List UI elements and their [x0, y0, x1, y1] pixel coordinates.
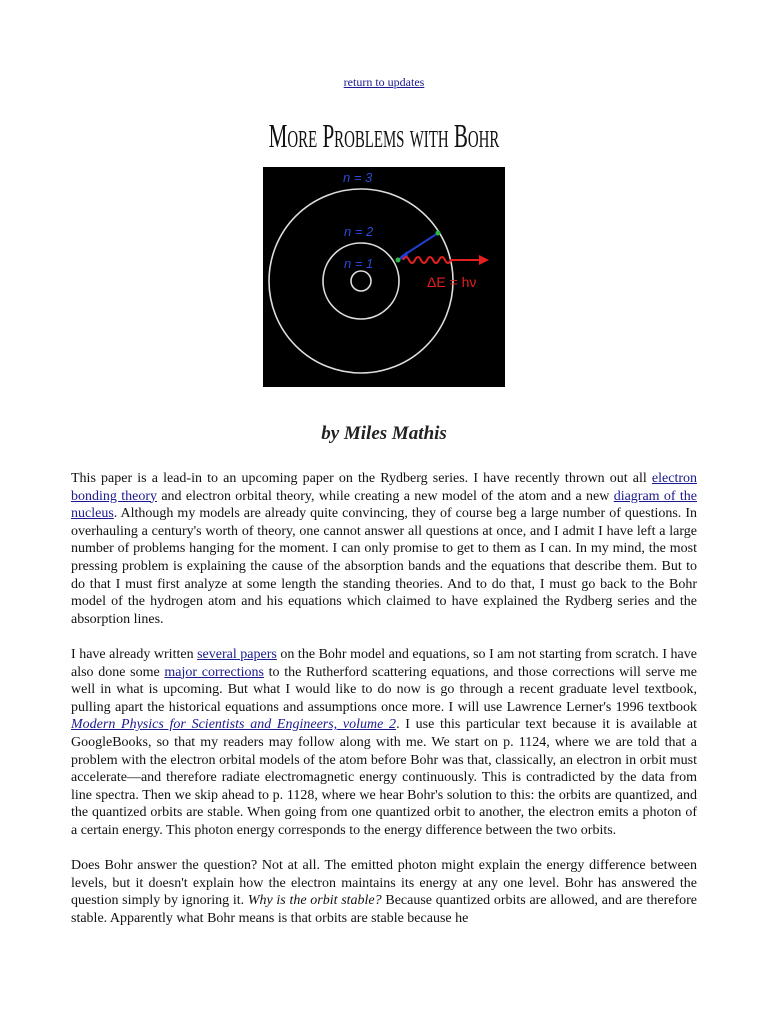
text-run: I have already written [71, 646, 198, 662]
emphasis-text: Why is the orbit stable? [247, 893, 382, 909]
label-energy: ΔE = hν [427, 274, 477, 290]
inline-link[interactable]: diagram of the nucleus [71, 488, 697, 522]
text-run: . I use this particular text because it is available at GoogleBooks, so that my readers may follow along with me. We start on p. 1124, where we are told that a problem with the electron orbital models of the atom before Bohr was that, classically, an electron in orbit must accelerate—and therefore radiate electromagnetic energy continuously. This is contradicted by the data from line spectra. Then we skip ahead to p. 1128, where we hear Bohr's solution to this: the orbits are quantized, and the quantized orbits are stable. When going from one quantized orbit to another, the electron emits a photon of a certain energy. This photon energy corresponds to the energy difference between the two orbits. [71, 717, 697, 838]
label-n1: n = 1 [344, 256, 374, 271]
inline-link[interactable]: electron bonding theory [71, 471, 697, 504]
text-run: and electron orbital theory, while creating a new model of the atom and a new [157, 488, 614, 504]
text-run: Does Bohr answer the question? Not at all. The emitted photon might explain the energy difference between levels, but it doesn't explain how the electron maintains its energy at any one level. Bohr has answered the question simply by ignoring it. [71, 858, 697, 909]
page-title: More Problems with Bohr [268, 118, 500, 155]
inline-link[interactable]: several papers [197, 646, 277, 662]
text-run: Because quantized orbits are allowed, and are therefore stable. Apparently what Bohr means is that orbits are stable because he [71, 893, 697, 926]
text-run: . Although my models are already quite convincing, they of course beg a large number of questions. In overhauling a century's worth of theory, one cannot answer all questions at once, and I admit I have left a large number of problems hanging for the moment. I can only promise to get to them as I can. In my mind, the most pressing problem is explaining the cause of the absorption bands and the equations that describe them. But to do that I must first analyze at some length the standing theories. And to do that, I must go back to the Bohr model of the hydrogen atom and his equations which claimed to have explained the Rydberg series and the absorption lines. [71, 506, 697, 627]
bohr-atom-diagram [263, 167, 505, 387]
inline-link[interactable]: major corrections [164, 664, 264, 680]
label-n3: n = 3 [343, 170, 373, 185]
paragraph-3 [71, 857, 697, 927]
inline-link[interactable]: Modern Physics for Scientists and Engineers, volume 2 [71, 717, 397, 733]
text-run: to the Rutherford scattering equations, and those corrections will serve me well in what is upcoming. But what I would like to do now is go through a recent graduate level textbook, pulling apart the historical equations and assumptions once more. I will use Lawrence Lerner's 1996 textbook [71, 664, 697, 715]
paragraph-2 [71, 646, 697, 840]
electron-outer [436, 231, 441, 236]
electron-inner [396, 258, 401, 263]
byline: by Miles Mathis [321, 423, 447, 444]
return-link-container [0, 75, 768, 90]
article-body [71, 470, 697, 945]
text-run: on the Bohr model and equations, so I am not starting from scratch. I have also done some [71, 646, 697, 680]
bohr-atom-svg [263, 167, 505, 387]
return-to-updates-link[interactable]: return to updates [343, 75, 425, 89]
text-run: This paper is a lead-in to an upcoming paper on the Rydberg series. I have recently thrown out all [71, 471, 652, 486]
label-n2: n = 2 [344, 224, 374, 239]
paragraph-1 [71, 470, 697, 628]
